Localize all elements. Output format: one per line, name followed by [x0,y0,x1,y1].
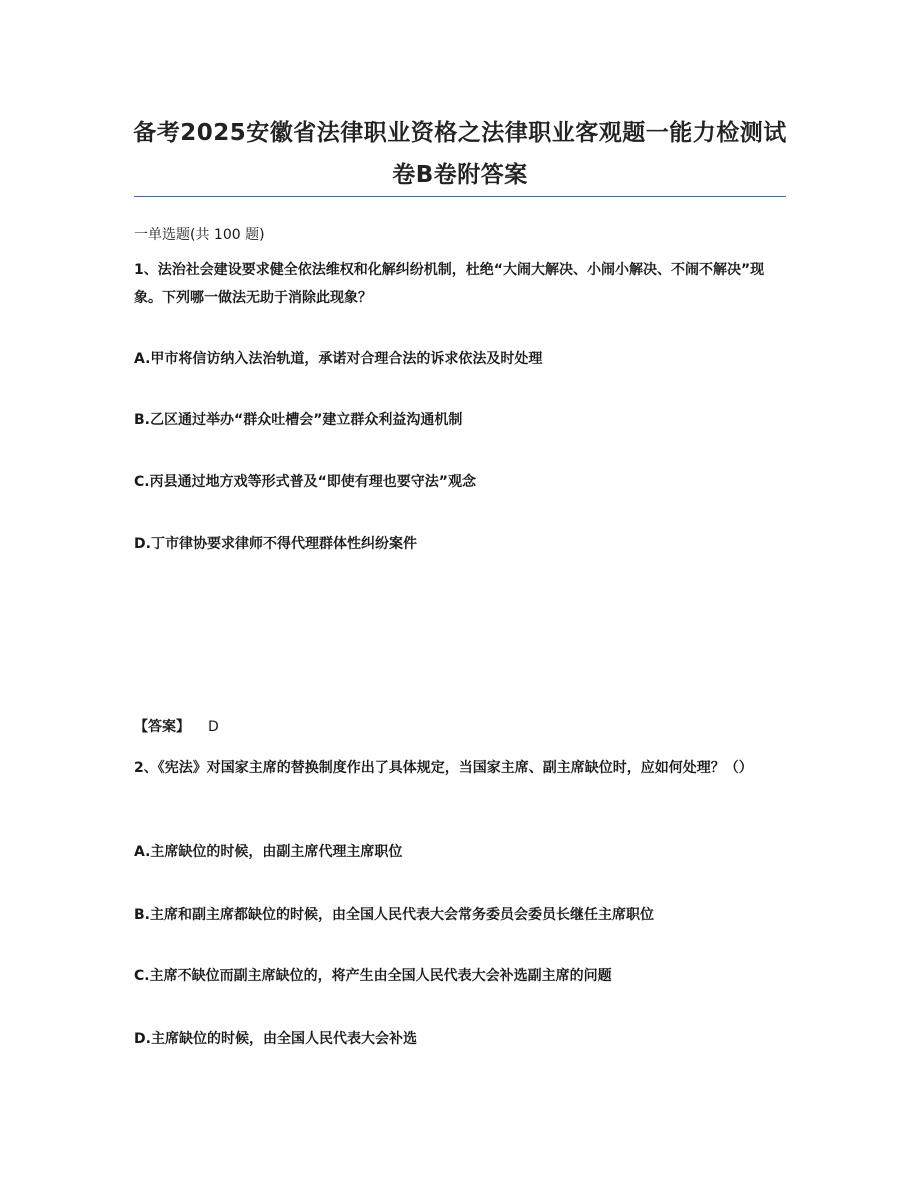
question-1-option-a: A.甲市将信访纳入法治轨道，承诺对合理合法的诉求依法及时处理 [134,351,543,367]
section-heading: 一单选题(共 100 题) [134,227,265,243]
question-1-option-c: C.丙县通过地方戏等形式普及“即使有理也要守法”观念 [134,474,476,490]
question-1-stem: 1、法治社会建设要求健全依法维权和化解纠纷机制，杜绝“大闹大解决、小闹小解决、不闹不解决”现象。下列哪一做法无助于消除此现象？ [134,262,765,306]
title-divider [134,196,786,197]
question-2-option-b: B.主席和副主席都缺位的时候，由全国人民代表大会常务委员会委员长继任主席职位 [134,907,654,923]
question-2-option-d: D.主席缺位的时候，由全国人民代表大会补选 [134,1031,417,1047]
question-1-answer [134,714,794,740]
question-2-option-c: C.主席不缺位而副主席缺位的，将产生由全国人民代表大会补选副主席的问题 [134,968,612,984]
question-2-option-a: A.主席缺位的时候，由副主席代理主席职位 [134,844,403,860]
document-title: 备考2025安徽省法律职业资格之法律职业客观题一能力检测试卷B卷附答案 [133,120,787,188]
answer-value: D [208,719,219,735]
question-1-option-d: D.丁市律协要求律师不得代理群体性纠纷案件 [134,536,417,552]
question-1-option-b: B.乙区通过举办“群众吐槽会”建立群众利益沟通机制 [134,412,463,428]
question-2-stem: 2、《宪法》对国家主席的替换制度作出了具体规定，当国家主席、副主席缺位时，应如何处理？（） [134,760,753,776]
answer-label: 【答案】 [134,719,190,735]
